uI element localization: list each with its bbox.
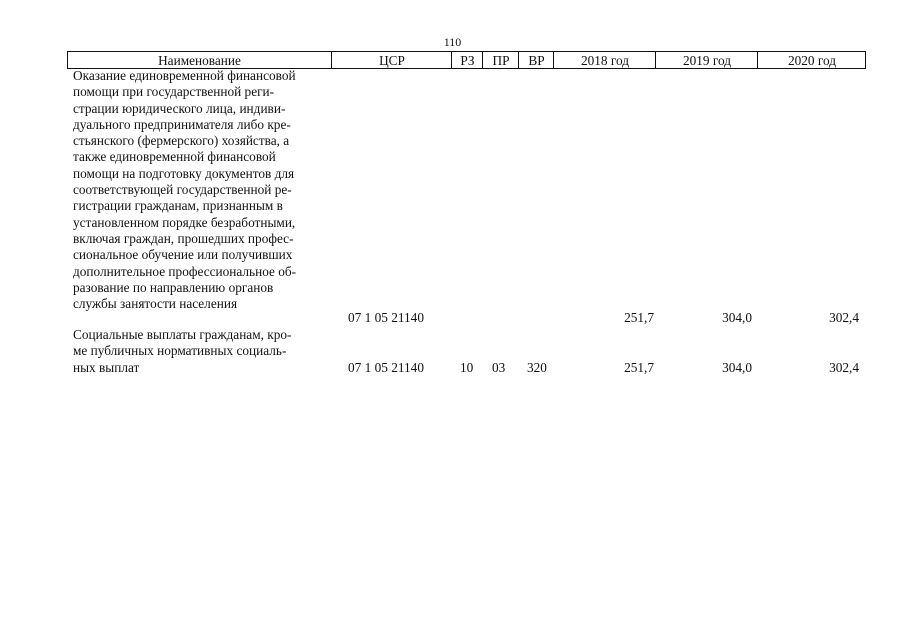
- row-1-line: помощи на подготовку документов для: [73, 165, 295, 181]
- row-2-2019: 304,0: [722, 360, 752, 375]
- header-rz: РЗ: [451, 52, 483, 68]
- row-1-line: страции юридического лица, индиви-: [73, 100, 286, 116]
- header-code: ЦСР: [331, 52, 452, 68]
- row-2-2020: 302,4: [829, 360, 859, 375]
- header-vr: ВР: [518, 52, 554, 68]
- header-2020: 2020 год: [757, 52, 866, 68]
- row-1-line: дополнительное профессиональное об-: [73, 263, 297, 279]
- row-1-line: гистрации гражданам, признанным в: [73, 198, 283, 214]
- row-1-description: [73, 68, 343, 312]
- row-1-line: Оказание единовременной финансовой: [73, 68, 296, 83]
- row-2-line: Социальные выплаты гражданам, кро-: [73, 327, 292, 342]
- row-2-2018: 251,7: [624, 360, 654, 375]
- row-1-line: службы занятости населения: [73, 296, 238, 312]
- row-2-description: [73, 327, 343, 376]
- row-2-line: ных выплат: [73, 359, 140, 375]
- row-2-code: 07 1 05 21140: [348, 360, 424, 375]
- row-1-code: 07 1 05 21140: [348, 310, 424, 325]
- row-1-line: разование по направлению органов: [73, 279, 274, 295]
- row-2-vr: 320: [527, 360, 547, 375]
- header-2019: 2019 год: [655, 52, 758, 68]
- row-1-line: дуального предпринимателя либо кре-: [73, 116, 291, 132]
- header-name: Наименование: [158, 53, 241, 68]
- row-1-2020: 302,4: [829, 310, 859, 325]
- row-1-2018: 251,7: [624, 310, 654, 325]
- table-header: [67, 51, 866, 69]
- row-2-pr: 03: [492, 360, 506, 375]
- row-1-line: также единовременной финансовой: [73, 149, 276, 165]
- page-number: 110: [443, 35, 462, 49]
- row-1-line: установленном порядке безработными,: [73, 214, 296, 230]
- row-1-line: помощи при государственной реги-: [73, 84, 275, 100]
- row-1-line: стьянского (фермерского) хозяйства, а: [73, 133, 290, 149]
- header-2018: 2018 год: [553, 52, 656, 68]
- row-1-2019: 304,0: [722, 310, 752, 325]
- row-1-line: соответствующей государственной ре-: [73, 182, 292, 198]
- row-1-line: сиональное обучение или получивших: [73, 247, 293, 263]
- row-1-line: включая граждан, прошедших профес-: [73, 230, 294, 246]
- header-pr: ПР: [482, 52, 519, 68]
- row-2-rz: 10: [460, 360, 474, 375]
- row-2-line: ме публичных нормативных социаль-: [73, 343, 287, 359]
